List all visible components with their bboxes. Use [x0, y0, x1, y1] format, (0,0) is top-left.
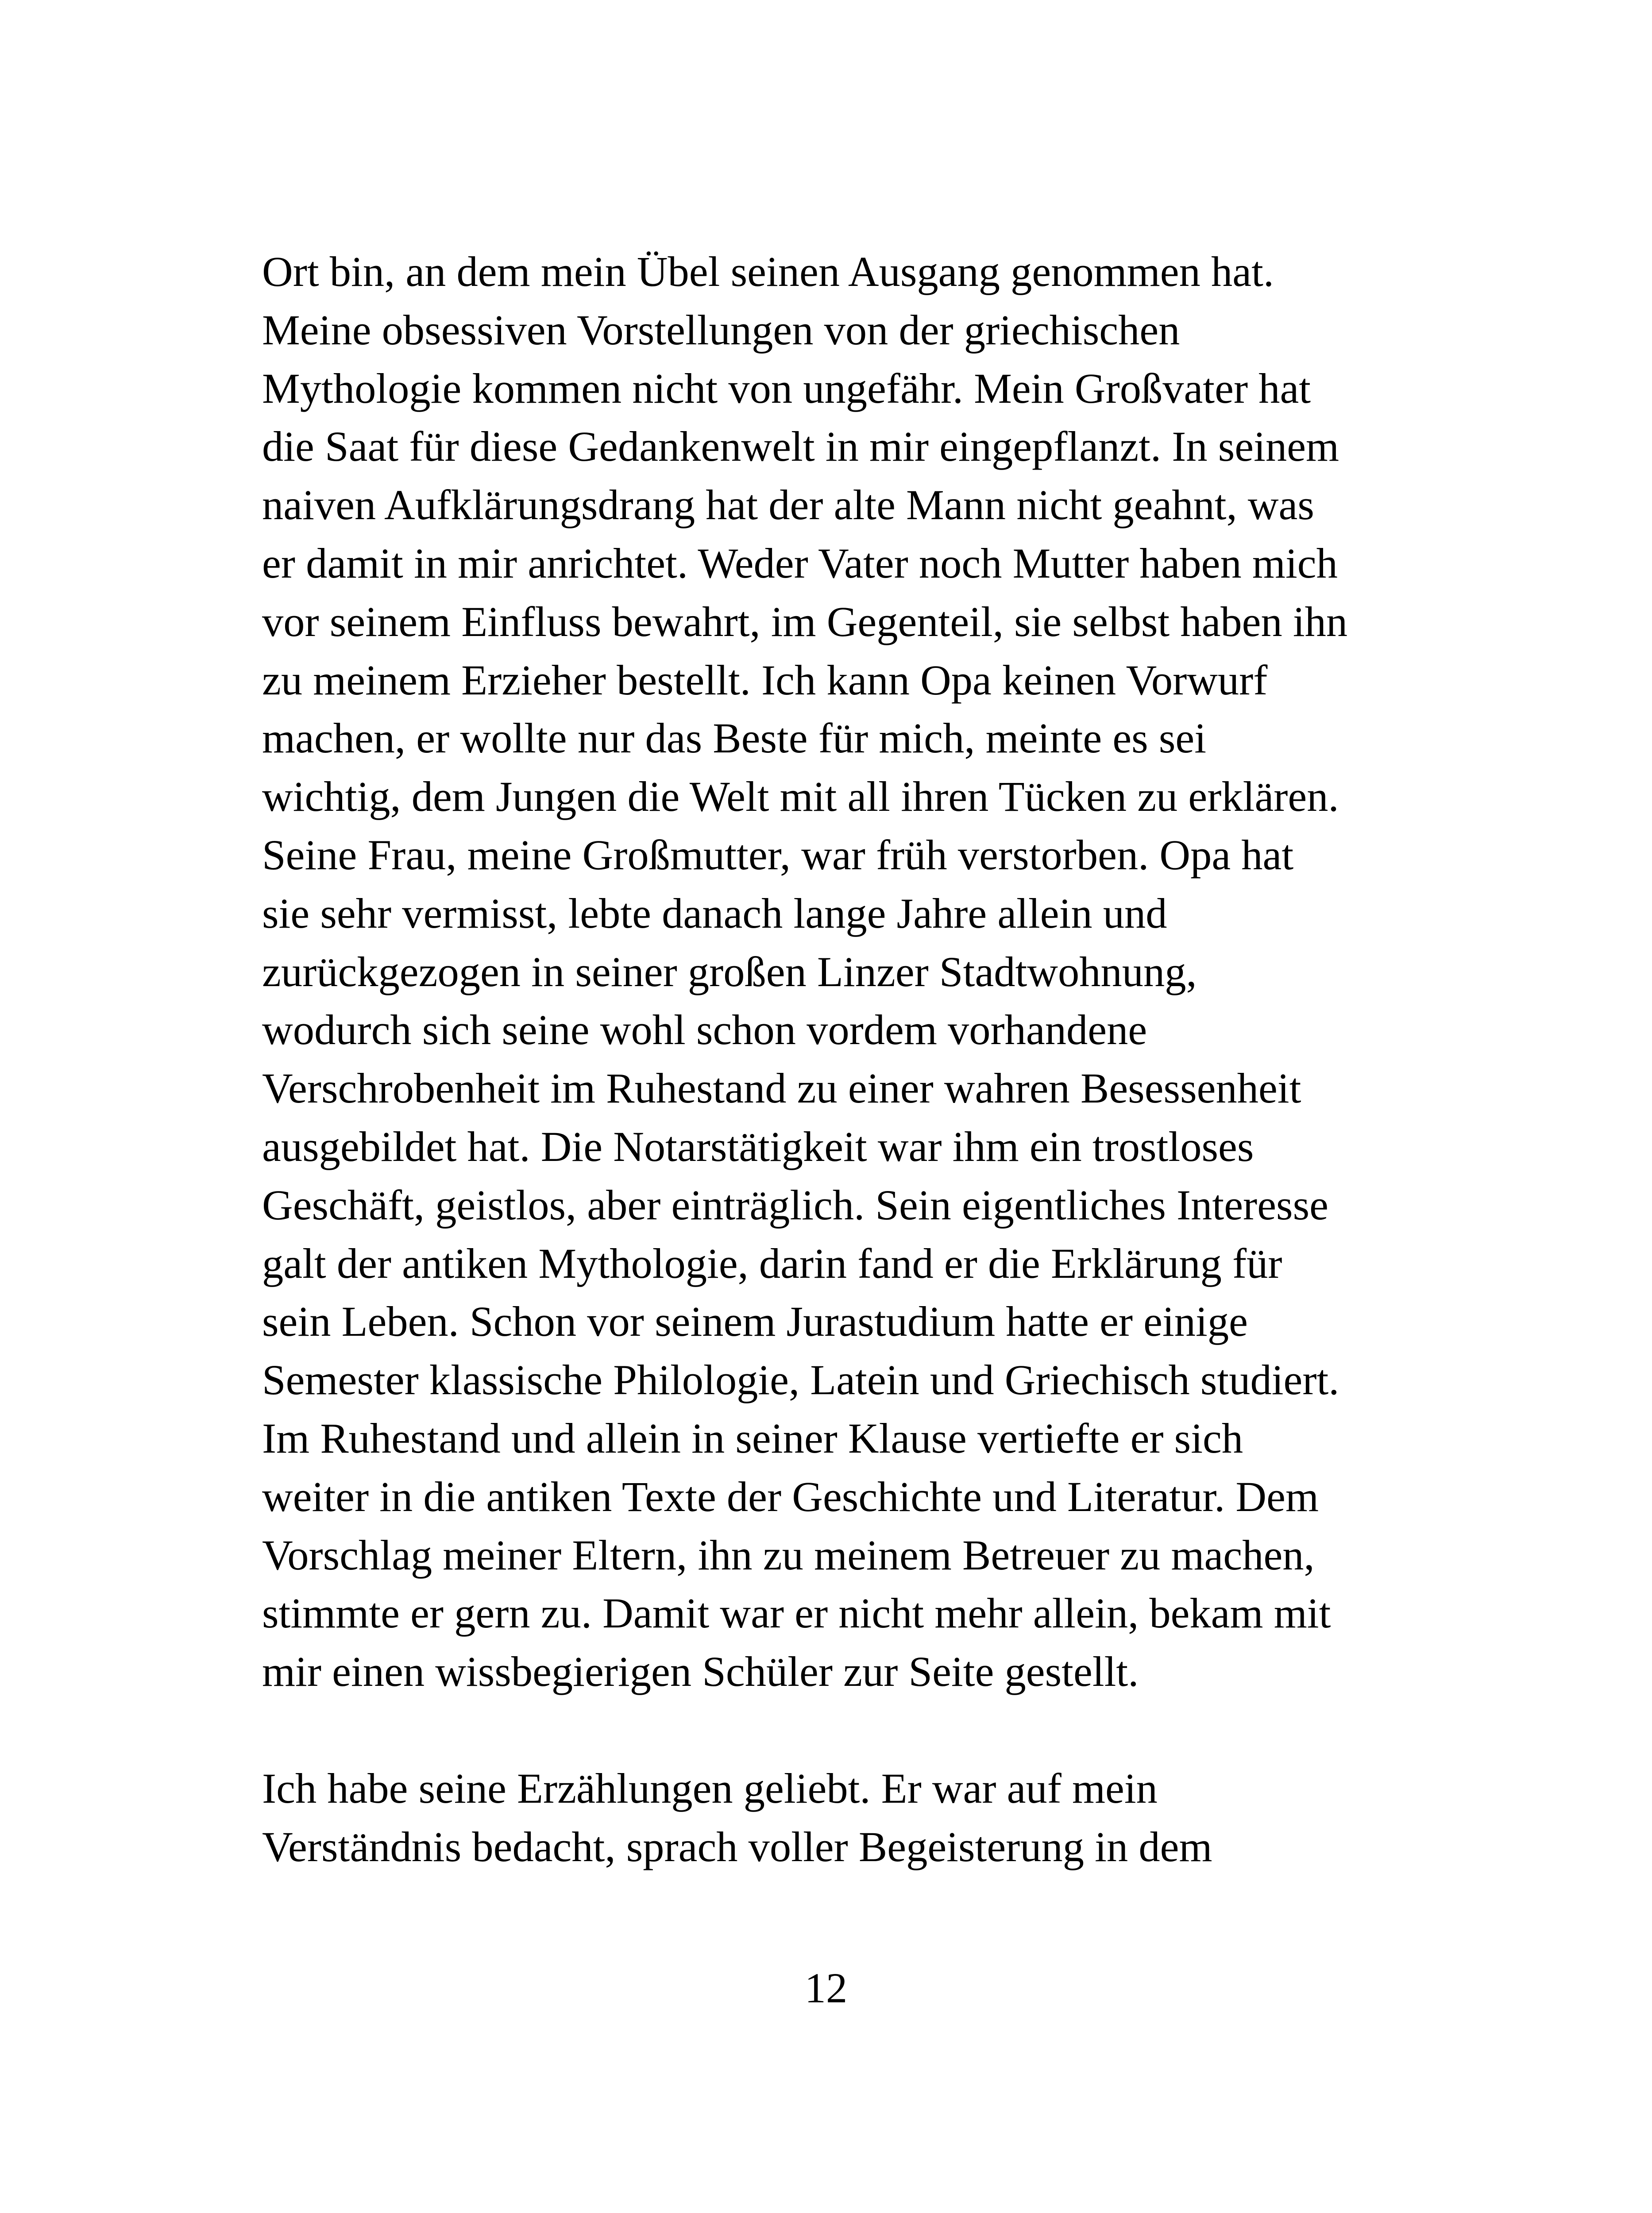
page-number: 12 — [804, 1964, 848, 2012]
text-line: Ich habe seine Erzählungen geliebt. Er war auf mein — [262, 1764, 1158, 1812]
text-line: machen, er wollte nur das Beste für mich, meinte es sei — [262, 714, 1207, 762]
text-line: Mythologie kommen nicht von ungefähr. Mein Großvater hat — [262, 364, 1311, 412]
text-line: ausgebildet hat. Die Notarstätigkeit war ihm ein trostloses — [262, 1123, 1254, 1170]
text-line: Vorschlag meiner Eltern, ihn zu meinem Betreuer zu machen, — [262, 1531, 1315, 1579]
text-line: vor seinem Einfluss bewahrt, im Gegenteil, sie selbst haben ihn — [262, 598, 1348, 645]
text-line: Verständnis bedacht, sprach voller Begeisterung in dem — [262, 1823, 1212, 1870]
text-line: sein Leben. Schon vor seinem Jurastudium hatte er einige — [262, 1298, 1248, 1346]
text-line: Semester klassische Philologie, Latein und Griechisch studiert. — [262, 1356, 1339, 1404]
text-line: Im Ruhestand und allein in seiner Klause vertiefte er sich — [262, 1415, 1243, 1462]
text-line: weiter in die antiken Texte der Geschichte und Literatur. Dem — [262, 1473, 1319, 1520]
text-line: Meine obsessiven Vorstellungen von der griechischen — [262, 306, 1180, 354]
text-line: Seine Frau, meine Großmutter, war früh verstorben. Opa hat — [262, 831, 1294, 879]
text-line: die Saat für diese Gedankenwelt in mir eingepflanzt. In seinem — [262, 423, 1339, 470]
text-line: wodurch sich seine wohl schon vordem vorhandene — [262, 1006, 1147, 1054]
text-line: Geschäft, geistlos, aber einträglich. Sein eigentliches Interesse — [262, 1181, 1328, 1229]
text-line: stimmte er gern zu. Damit war er nicht mehr allein, bekam mit — [262, 1589, 1331, 1637]
text-line: naiven Aufklärungsdrang hat der alte Mann nicht geahnt, was — [262, 481, 1314, 529]
text-line: mir einen wissbegierigen Schüler zur Seite gestellt. — [262, 1648, 1139, 1696]
text-line: zurückgezogen in seiner großen Linzer Stadtwohnung, — [262, 948, 1197, 995]
text-line: wichtig, dem Jungen die Welt mit all ihren Tücken zu erklären. — [262, 773, 1339, 821]
text-line: sie sehr vermisst, lebte danach lange Jahre allein und — [262, 889, 1167, 937]
text-line: Verschrobenheit im Ruhestand zu einer wahren Besessenheit — [262, 1064, 1301, 1112]
text-line: er damit in mir anrichtet. Weder Vater noch Mutter haben mich — [262, 540, 1338, 587]
text-line: Ort bin, an dem mein Übel seinen Ausgang genommen hat. — [262, 248, 1274, 295]
text-line: galt der antiken Mythologie, darin fand er die Erklärung für — [262, 1239, 1282, 1287]
text-line: zu meinem Erzieher bestellt. Ich kann Opa keinen Vorwurf — [262, 656, 1268, 704]
